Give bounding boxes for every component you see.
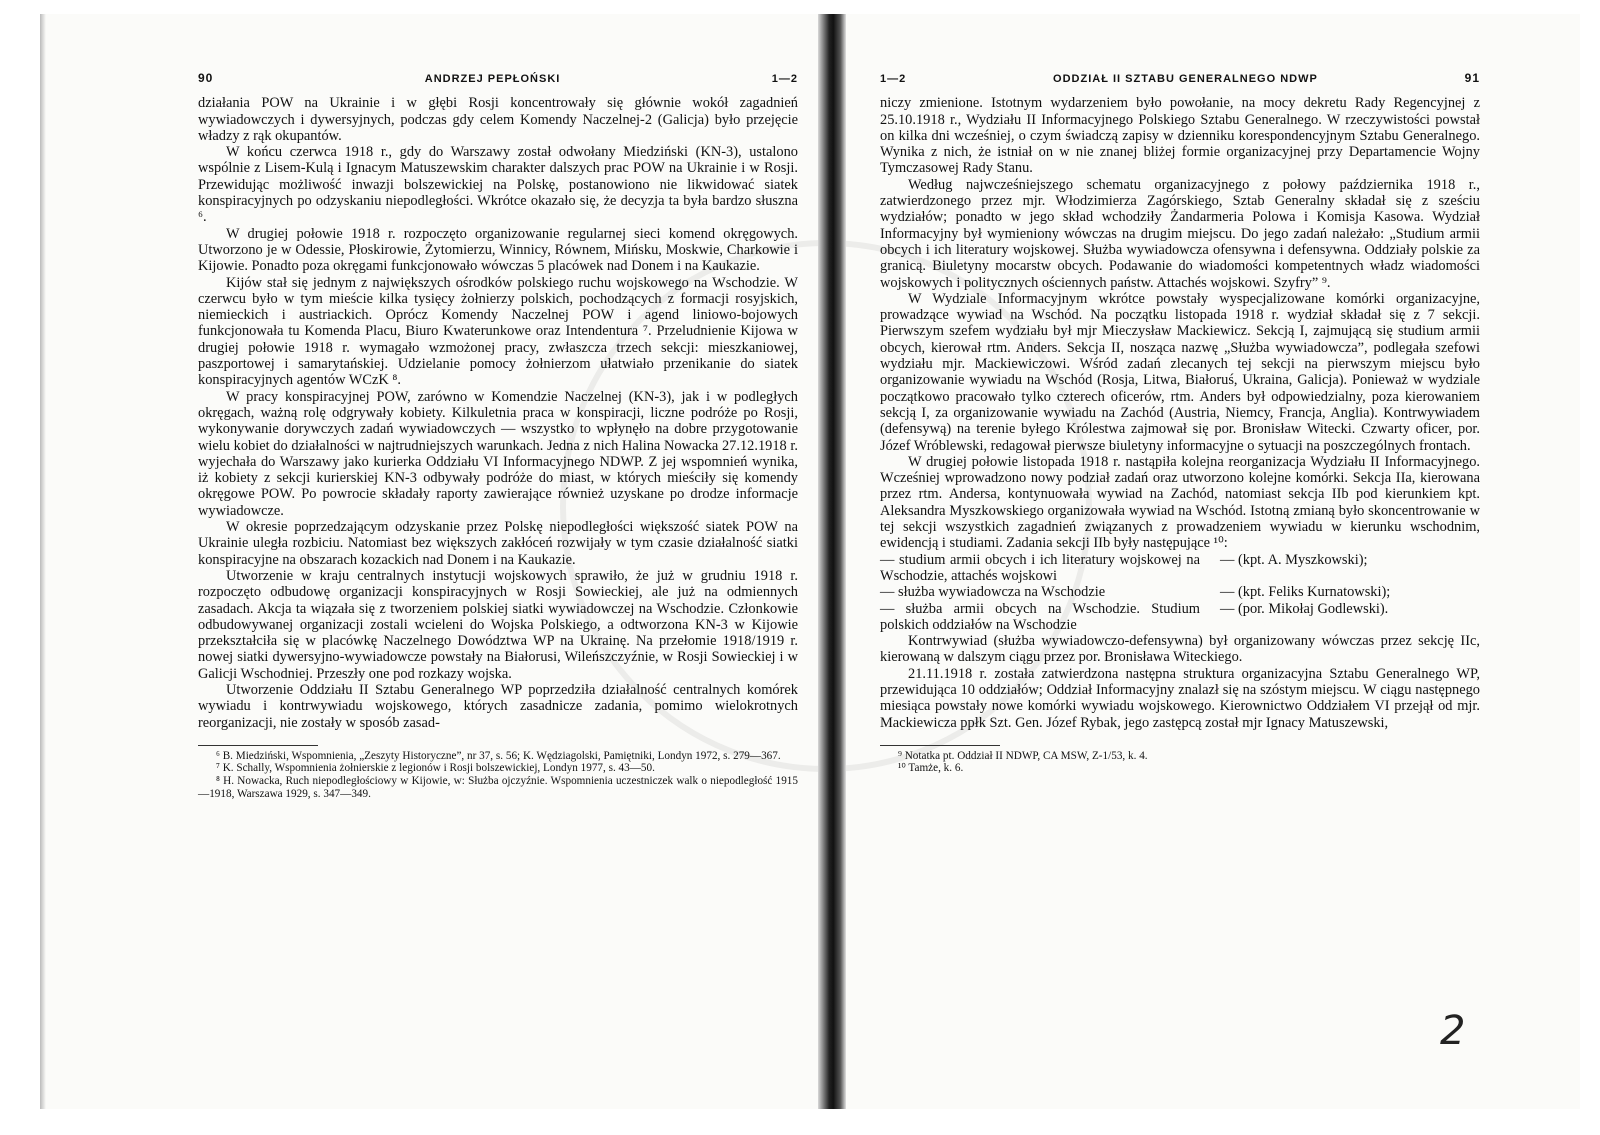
right-section-mark: 1—2 bbox=[880, 73, 907, 85]
list-item-person: — (kpt. A. Myszkowski); bbox=[1220, 551, 1368, 568]
left-footnotes bbox=[198, 750, 798, 800]
right-page-header bbox=[880, 70, 1480, 87]
paragraph: W drugiej połowie listopada 1918 r. nastąpiła kolejna reorganizacja Wydziału II Informacyjnego. Wcześniej wprowadzono nowy podział zadań oraz utworzono kolejne komórki. Sekcja IIa, kierowana przez rtm. Andersa, kontynuowała wywiad na Zachód, natomiast sekcja IIb pod kierunkiem kpt. Aleksandra Myszkowskiego organizowała wywiad na Wschód. Istotną zmianą było skoncentrowanie w tej sekcji wszystkich zagadnień związanych z prowadzeniem wywiadu w kierunku wschodnim, ewidencją i studiami. Zadania sekcji IIb były następujące ¹⁰: bbox=[880, 453, 1480, 552]
footnote: ⁹ Notatka pt. Oddział II NDWP, CA MSW, Z-1/53, k. 4. bbox=[898, 749, 1148, 762]
list-item bbox=[880, 584, 1480, 600]
list-item-task: — służba armii obcych na Wschodzie. Studium polskich oddziałów na Wschodzie bbox=[880, 600, 1200, 633]
footnote: ⁶ B. Miedziński, Wspomnienia, „Zeszyty Historyczne”, nr 37, s. 56; K. Wędziagolski, Pamiętniki, Londyn 1972, s. 279—367. bbox=[216, 749, 781, 762]
handwritten-page-number: 2 bbox=[1440, 1008, 1466, 1054]
list-item bbox=[880, 601, 1480, 634]
list-item-task: — studium armii obcych i ich literatury wojskowej na Wschodzie, attachés wojskowi bbox=[880, 551, 1200, 584]
paragraph: Kontrwywiad (służba wywiadowczo-defensywna) był organizowany wówczas przez sekcję IIc, kierowaną w dalszym ciągu przez por. Bronisława Witeckiego. bbox=[880, 633, 1480, 666]
footnote-divider bbox=[198, 745, 318, 746]
footnote: ¹⁰ Tamże, k. 6. bbox=[898, 762, 964, 775]
left-page-number: 90 bbox=[198, 71, 214, 85]
page-edge-shadow bbox=[40, 14, 46, 1109]
right-footnotes bbox=[880, 750, 1480, 775]
paragraph: działania POW na Ukrainie i w głębi Rosji koncentrowały się głównie wokół zagadnień wywiadowczych i dywersyjnych, podczas gdy celem Komendy Naczelnej-2 (Galicja) było przejęcie władzy z rąk okupantów. bbox=[198, 95, 798, 144]
paragraph: Według najwcześniejszego schematu organizacyjnego z połowy października 1918 r., zatwierdzonego przez mjr. Włodzimierza Zagórskiego, Sztab Generalny składał się z sześciu wydziałów; ponadto w jego skład wchodziły Żandarmeria Polowa i Komisja Kasowa. Wydział Informacyjny był wymieniony wówczas na drugim miejscu. Do jego zadań należało: „Studium armii obcych i ich literatury wojskowej. Służba wywiadowcza ofensywna i defensywna. Oddziały polskie za granicą. Biuletyny mocarstw obcych. Podawanie do wiadomości kompetentnych władz wiadomości wojskowych i politycznych ościennych państw. Attachés wojskowi. Szyfry” ⁹. bbox=[880, 176, 1480, 291]
left-page bbox=[198, 70, 798, 800]
footnote: ⁸ H. Nowacka, Ruch niepodległościowy w Kijowie, w: Służba ojczyźnie. Wspomnienia uczestniczek walk o niepodległość 1915—1918, Warszawa 1929, s. 347—349. bbox=[198, 775, 798, 800]
paragraph: W pracy konspiracyjnej POW, zarówno w Komendzie Naczelnej (KN-3), jak i w podległych okręgach, ważną rolę odgrywały kobiety. Kilkuletnia praca w konspiracji, liczne podróże po Rosji, wykonywanie dorywczych zadań wywiadowczych — wszystko to wpłynęło na dobre przygotowanie wielu kobiet do działalności w najtrudniejszych warunkach. Jedna z nich Halina Nowacka 27.12.1918 r. wyjechała do Warszawy jako kurierka Oddziału VI Informacyjnego NDWP. Z jej wspomnień wynika, iż kobiety z sekcji kurierskiej KN-3 odbywały podróże do miast, w których mieściły się komendy okręgowe POW. Po powrocie składały raporty zawierające również uzyskane po drodze informacje wywiadowcze. bbox=[198, 388, 798, 519]
paragraph: W okresie poprzedzającym odzyskanie przez Polskę niepodległości większość siatek POW na Ukrainie uległa rozbiciu. Natomiast bez większych zakłóceń rozwijały w tym czasie działalność siatki konspiracyjne na obszarach kozackich nad Donem i na Kaukazie. bbox=[198, 519, 798, 568]
task-list bbox=[880, 552, 1480, 633]
paragraph: W Wydziale Informacyjnym wkrótce powstały wyspecjalizowane komórki organizacyjne, prowadzące wywiad na Wschód. Na początku listopada 1918 r. wydział składał się z 7 sekcji. Pierwszym szefem wydziału był mjr Mieczysław Mackiewicz. Sekcją I, zajmującą się studium armii obcych, kierował rtm. Anders. Sekcja II, nosząca nazwę „Służba wywiadowcza”, podlegała szefowi wydziału mjr. Mackiewiczowi. Wśród zadań zlecanych tej sekcji na pierwszym miejscu było organizowanie wywiadu na Wschód (Rosja, Litwa, Białoruś, Ukraina, Galicja). Ponieważ w wydziale początkowo pracowało tylko czterech oficerów, rtm. Anders był odpowiedzialny, poza kierowaniem sekcją I, za organizowanie wywiadu na Zachód (Austria, Niemcy, Francja, Anglia). Kontrwywiadem (defensywą) na terenie byłego Królestwa zajmował się por. Bronisław Witecki. Czwarty oficer, por. Józef Wróblewski, redagował pierwsze biuletyny informacyjne o sytuacji na poszczególnych frontach. bbox=[880, 290, 1480, 454]
list-item-task: — służba wywiadowcza na Wschodzie bbox=[880, 584, 1106, 601]
paragraph: Kijów stał się jednym z największych ośrodków polskiego ruchu wojskowego na Wschodzie. W czerwcu było w tym mieście kilka tysięcy żołnierzy polskich, pochodzących z formacji rosyjskich, niemieckich i austriackich. Oprócz Komendy Naczelnej POW i agend liniowo-bojowych funkcjonowała tu Komenda Placu, Biuro Kwaterunkowe oraz Intendentura ⁷. Przeludnienie Kijowa w drugiej połowie 1918 r. wymagało wzmożonej pracy, zwłaszcza trzech sekcji: mieszkaniowej, paszportowej i samarytańskiej. Udzielanie pomocy żołnierzom ułatwiało przenikanie do siatek konspiracyjnych agentów WCzK ⁸. bbox=[198, 274, 798, 389]
list-item-person: — (por. Mikołaj Godlewski). bbox=[1220, 600, 1389, 617]
paragraph: W końcu czerwca 1918 r., gdy do Warszawy został odwołany Miedziński (KN-3), ustalono wspólnie z Lisem-Kulą i Ignacym Matuszewskim charakter dalszych prac POW na Ukrainie i w Rosji. Przewidując możliwość inwazji bolszewickiej na Polskę, postanowiono nie likwidować siatek konspiracyjnych po odzyskaniu niepodległości. Wkrótce okazało się, że decyzja ta była bardzo słuszna ⁶. bbox=[198, 144, 798, 226]
paragraph: Utworzenie w kraju centralnych instytucji wojskowych sprawiło, że już w grudniu 1918 r. rozpoczęto odbudowę organizacji konspiracyjnych w Rosji Sowieckiej, ale już na odmiennych zasadach. Akcja ta wiązała się z tworzeniem polskiej siatki wywiadowczej na Wschodzie. Członkowie odbudowywanej organizacji zostali wcieleni do Wojska Polskiego, a odtworzona KN-3 w Kijowie przekształciła się w placówkę Naczelnego Dowództwa WP na Ukrainę. Na przełomie 1918/1919 r. nowej siatki dywersyjno-wywiadowcze powstały na Białorusi, Wileńszczyźnie, w Rosji Sowieckiej i w Galicji Wschodniej. Przeszły one pod rozkazy wojska. bbox=[198, 567, 798, 682]
paragraph: Utworzenie Oddziału II Sztabu Generalnego WP poprzedziła działalność centralnych komórek wywiadu i kontrwywiadu wojskowego, których zasadnicze zadania, pomimo wielokrotnych reorganizacji, nie zostały w sposób zasad- bbox=[198, 681, 798, 731]
right-page bbox=[880, 70, 1480, 775]
paragraph: W drugiej połowie 1918 r. rozpoczęto organizowanie regularnej sieci komend okręgowych. Utworzono je w Odessie, Płoskirowie, Żytomierzu, Winnicy, Równem, Mińsku, Moskwie, Charkowie i Kijowie. Ponadto poza okręgami funkcjonowało wówczas 5 placówek nad Donem i na Kaukazie. bbox=[198, 225, 798, 275]
footnote: ⁷ K. Schally, Wspomnienia żołnierskie z legionów i Rosji bolszewickiej, Londyn 1977, s. 43—50. bbox=[216, 762, 655, 775]
left-page-header bbox=[198, 70, 798, 87]
book-spine-shadow bbox=[818, 14, 846, 1109]
list-item bbox=[880, 552, 1480, 585]
left-running-head: ANDRZEJ PEPŁOŃSKI bbox=[424, 73, 561, 85]
footnote-divider bbox=[880, 745, 1000, 746]
paragraph: niczy zmienione. Istotnym wydarzeniem było powołanie, na mocy dekretu Rady Regencyjnej z 25.10.1918 r., Wydziału II Informacyjnego Polskiego Sztabu Generalnego. W rzeczywistości powstał on kilka dni wcześniej, o czym świadczą zapisy w dzienniku korespondencyjnym Sztabu Generalnego. Wynika z nich, że istniał on w nie znanej bliżej formie organizacyjnej przy Departamencie Wojny Tymczasowej Rady Stanu. bbox=[880, 95, 1480, 177]
right-page-number: 91 bbox=[1464, 71, 1480, 85]
left-section-mark: 1—2 bbox=[771, 73, 798, 85]
list-item-person: — (kpt. Feliks Kurnatowski); bbox=[1220, 584, 1391, 601]
right-running-head: ODDZIAŁ II SZTABU GENERALNEGO NDWP bbox=[1053, 73, 1318, 85]
paragraph: 21.11.1918 r. została zatwierdzona następna struktura organizacyjna Sztabu Generalnego WP, przewidująca 10 oddziałów; Oddział Informacyjny znalazł się na szóstym miejscu. W ciągu następnego miesiąca powstały nowe komórki wywiadu wojskowego. Kierownictwo Oddziałem VI przejął od mjr. Mackiewicza ppłk Szt. Gen. Józef Rybak, jego zastępcą został mjr Ignacy Matuszewski, bbox=[880, 665, 1480, 731]
